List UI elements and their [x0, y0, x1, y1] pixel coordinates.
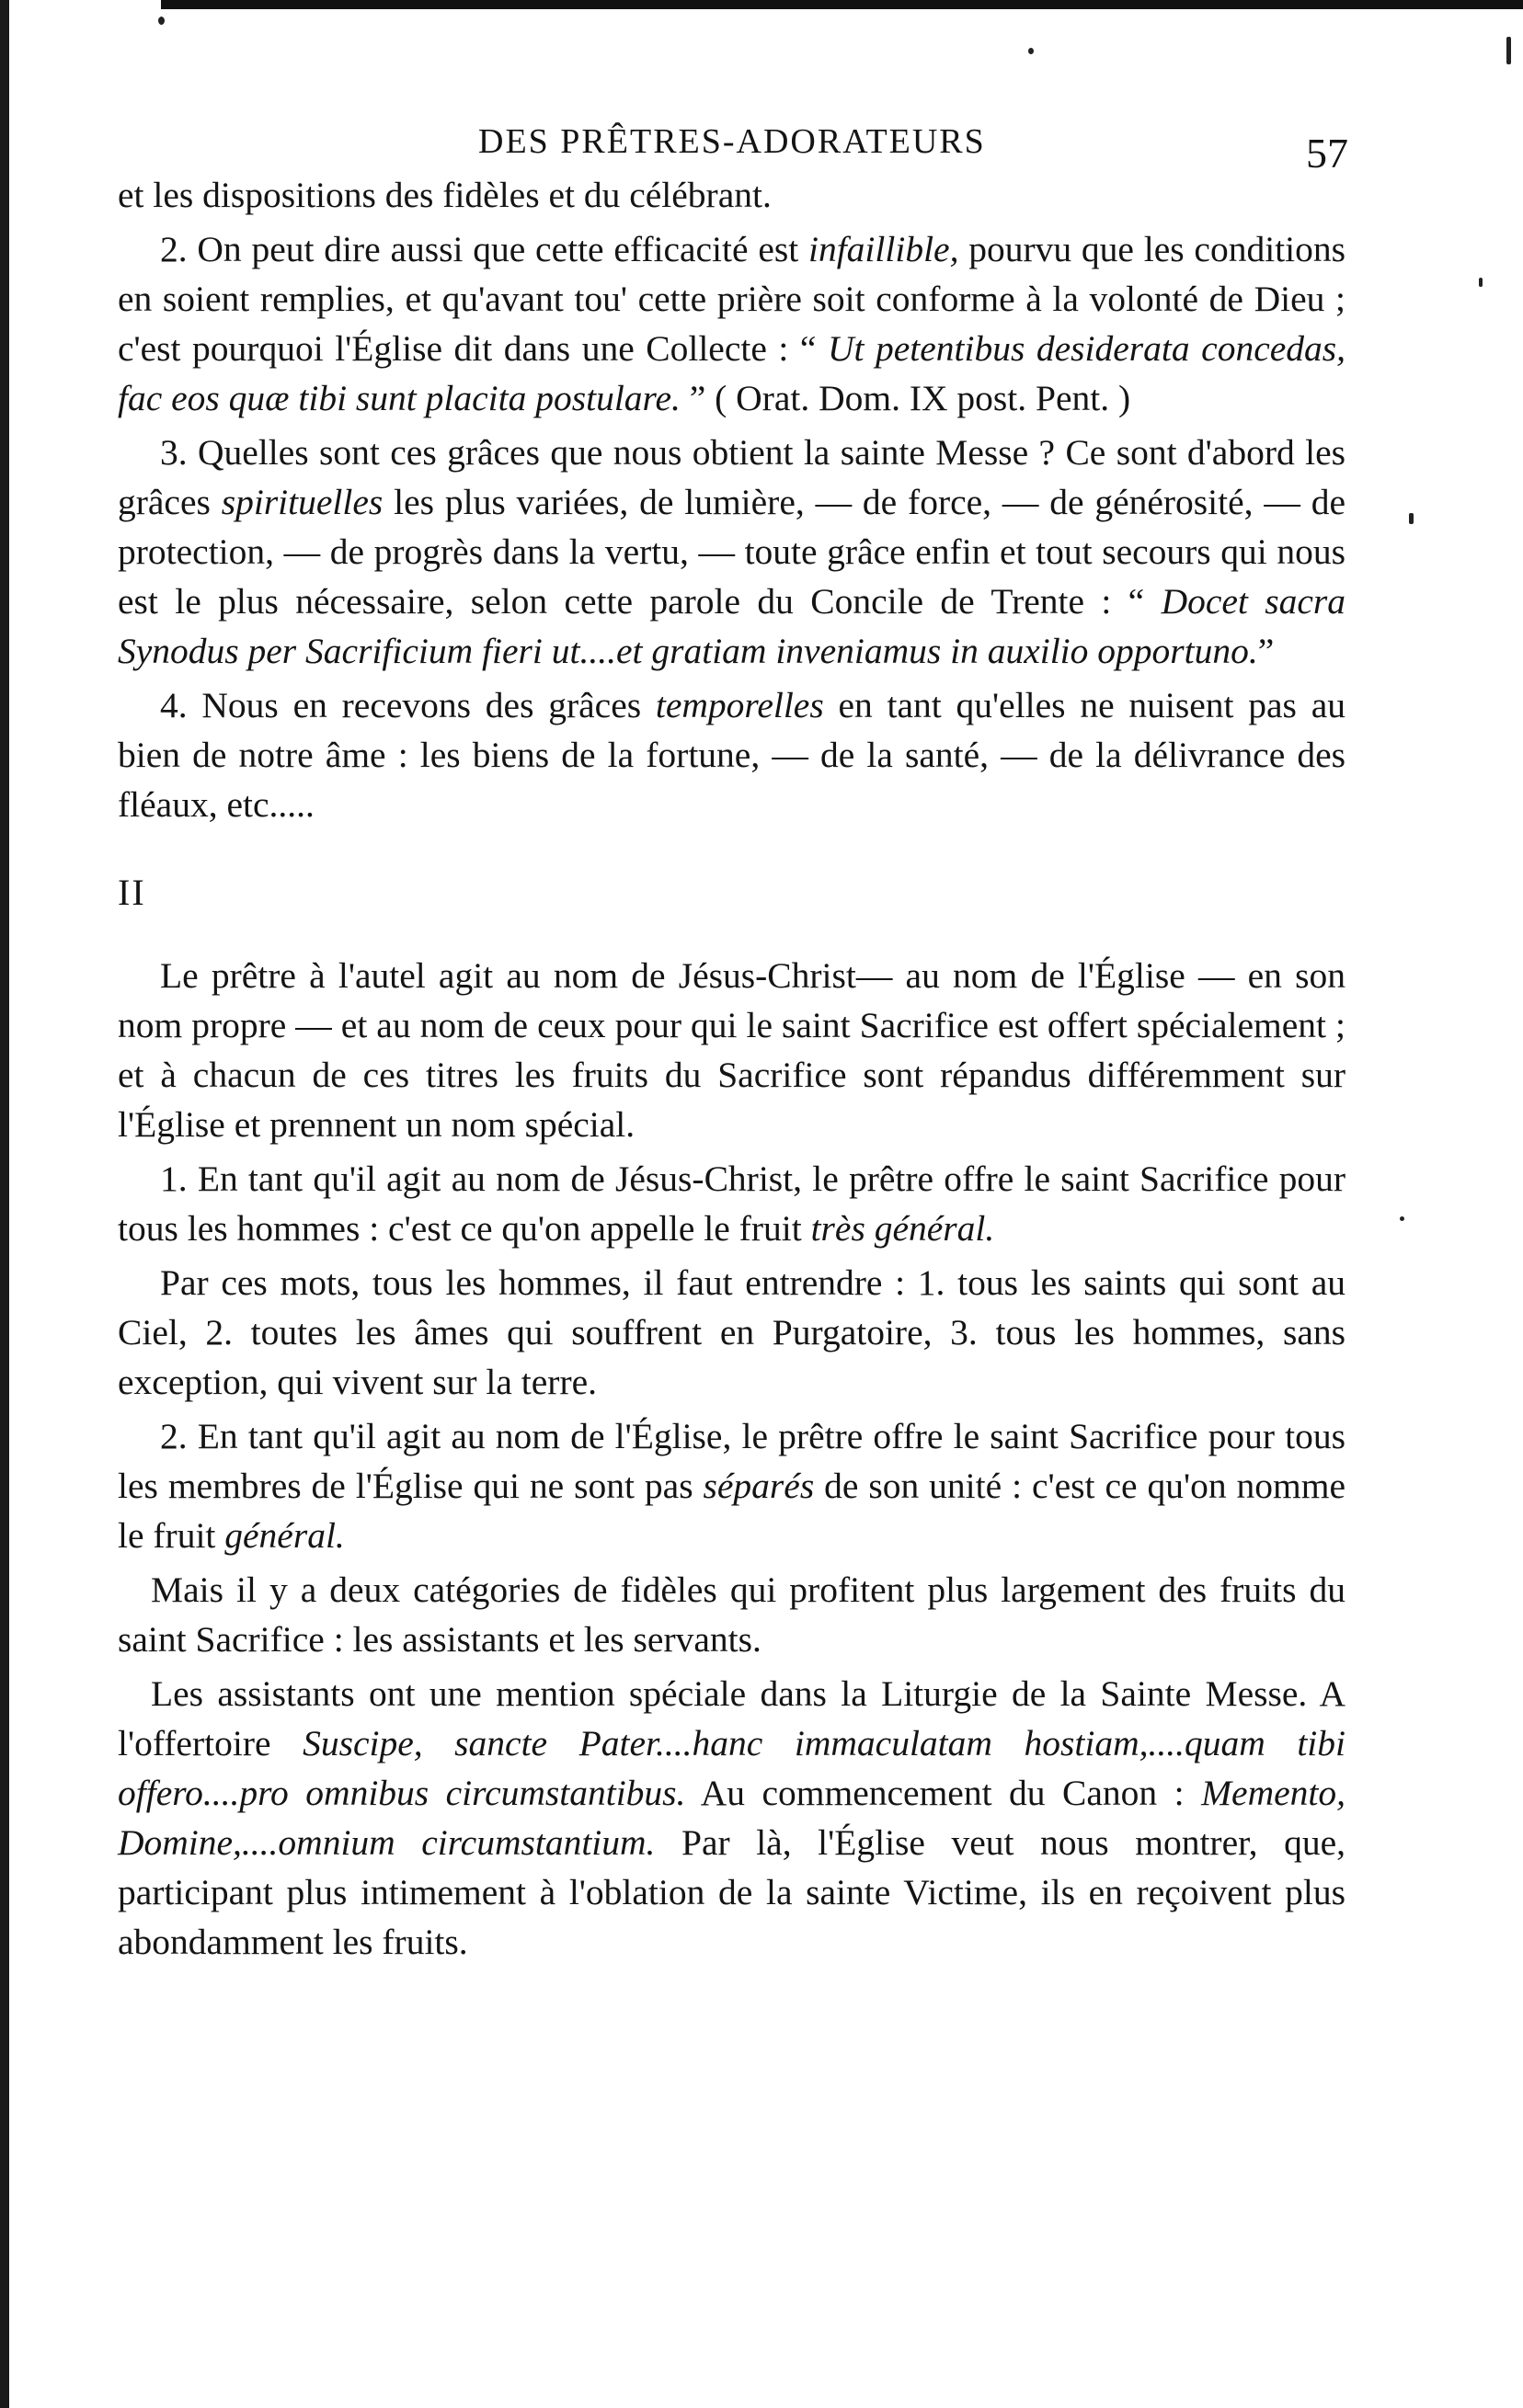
- italic-run: général.: [224, 1515, 345, 1556]
- paragraph-4: [118, 680, 1346, 829]
- text-run: pourvu que les conditions en soient remplies, et qu'avant tou' cette prière soit conforme à la volonté de Dieu ; c'est pourquoi l'Église dit dans une Collecte : “: [118, 229, 1346, 369]
- text-run: Par là, l'Église veut nous montrer, que, participant plus intimement à l'oblation de la sainte Victime, ils en reçoivent plus abondamment les fruits.: [118, 1822, 1346, 1962]
- paragraph-8: [118, 1411, 1346, 1560]
- ink-speck: [1506, 37, 1511, 64]
- italic-run: très général.: [810, 1208, 995, 1249]
- text-run: ”: [1257, 631, 1275, 671]
- paragraph-6: [118, 1154, 1346, 1253]
- text-run: 4. Nous en recevons des grâces: [160, 685, 656, 725]
- paragraph-7: Par ces mots, tous les hommes, il faut entrendre : 1. tous les saints qui sont au Ciel, 2. toutes les âmes qui souffrent en Purgatoire, 3. tous les hommes, sans exception, qui vivent sur la terre.: [118, 1262, 1346, 1402]
- text-run: 2. En tant qu'il agit au nom de l'Église, le prêtre offre le saint Sacrifice pour tous les membres de l'Église qui ne sont pas: [118, 1416, 1346, 1506]
- text-run: ” ( Orat. Dom. IX post. Pent. ): [680, 378, 1131, 418]
- text-run: de son unité : c'est ce qu'on nomme le fruit: [118, 1466, 1346, 1556]
- text-run: en tant qu'elles ne nuisent pas au bien de notre âme : les biens de la fortune, — de la santé, — de la délivrance des fléaux, etc.....: [118, 685, 1346, 825]
- paragraph-2: [118, 224, 1346, 423]
- italic-run: séparés: [703, 1466, 815, 1506]
- latin-quote: Ut petentibus desiderata concedas, fac eos quæ tibi sunt placita postulare.: [118, 328, 1346, 418]
- italic-run: spirituelles: [221, 482, 384, 522]
- paragraph-5: Le prêtre à l'autel agit au nom de Jésus-Christ— au nom de l'Église — en son nom propre — et au nom de ceux pour qui le saint Sacrifice est offert spécialement ; et à chacun de ces titres les fruits du Sacrifice sont répandus différemment sur l'Église et prennent un nom spécial.: [118, 955, 1346, 1145]
- latin-quote: Suscipe, sancte Pater....hanc immaculatam hostiam,....quam tibi offero....pro omnibus circumstantibus.: [118, 1723, 1346, 1813]
- italic-run: temporelles: [655, 685, 824, 725]
- left-page-edge: [0, 0, 9, 2408]
- paragraph-10: [118, 1669, 1346, 1967]
- text-run: 2. On peut dire aussi que cette efficacité est: [160, 229, 808, 269]
- text-run: les plus variées, de lumière, — de force, — de générosité, — de protection, — de progrès dans la vertu, — toute grâce enfin et tout secours qui nous est le plus nécessaire, selon cette parole du Concile de Trente : “: [118, 482, 1346, 622]
- italic-run: infaillible,: [807, 229, 959, 269]
- page-body: [118, 170, 1346, 1971]
- latin-quote: Memento, Domine,....omnium circumstantium.: [118, 1773, 1346, 1863]
- text-run: Les assistants ont une mention spéciale dans la Liturgie de la Sainte Messe. A l'offertoire: [118, 1673, 1346, 1763]
- paragraph-3: [118, 428, 1346, 676]
- ink-speck: [1028, 48, 1034, 54]
- paragraph-9: Mais il y a deux catégories de fidèles qui profitent plus largement des fruits du saint Sacrifice : les assistants et les servants.: [118, 1569, 1346, 1660]
- paragraph-1: et les dispositions des fidèles et du célébrant.: [118, 175, 772, 215]
- text-run: 1. En tant qu'il agit au nom de Jésus-Christ, le prêtre offre le saint Sacrifice pour tous les hommes : c'est ce qu'on appelle le fruit: [118, 1158, 1346, 1249]
- ink-speck: [1409, 513, 1414, 524]
- page-number: 57: [1306, 130, 1348, 177]
- ink-speck: [1400, 1216, 1404, 1221]
- running-title: DES PRÊTRES-ADORATEURS: [478, 122, 986, 161]
- text-run: Au commencement du Canon :: [685, 1773, 1202, 1813]
- section-number: II: [118, 872, 146, 913]
- ink-speck: [1479, 278, 1483, 287]
- text-run: 3. Quelles sont ces grâces que nous obtient la sainte Messe ? Ce sont d'abord les grâces: [118, 432, 1346, 522]
- ink-speck: [158, 17, 165, 25]
- top-edge-rule: [161, 0, 1523, 9]
- latin-quote: Docet sacra Synodus per Sacrificium fieri ut....et gratiam inveniamus in auxilio opportuno.: [118, 581, 1346, 671]
